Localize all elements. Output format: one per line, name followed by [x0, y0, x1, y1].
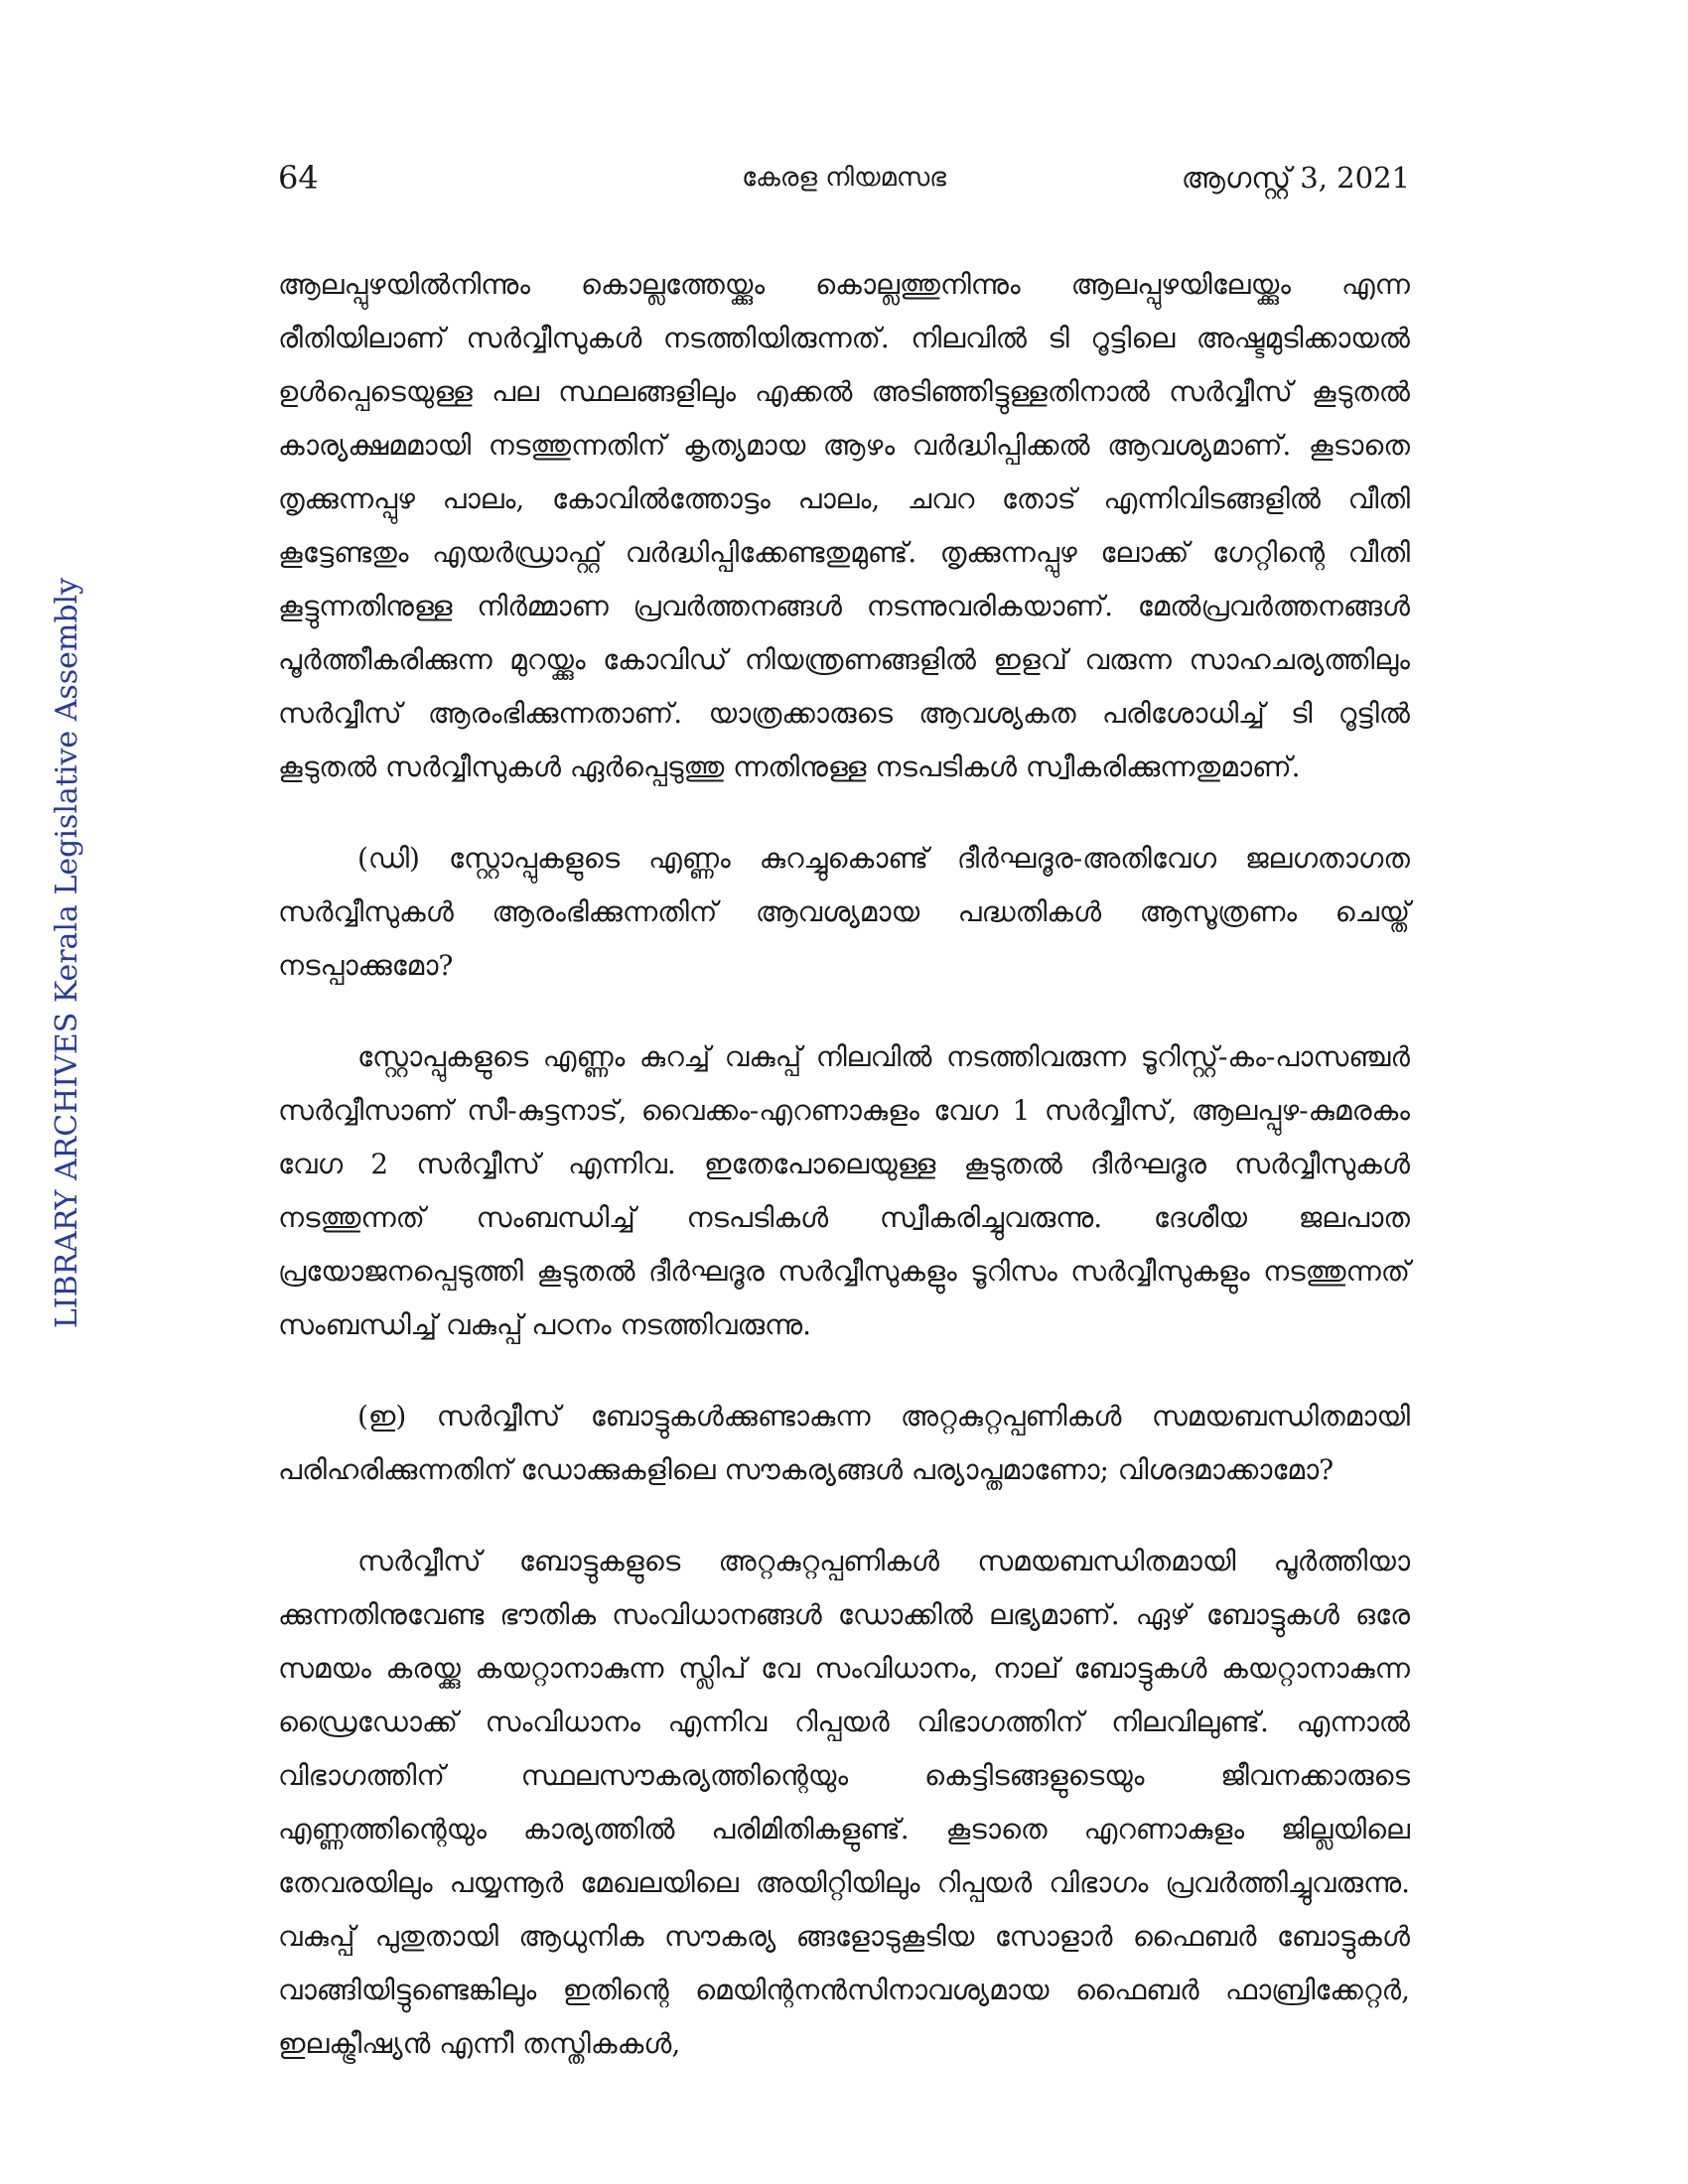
page-header [278, 159, 1410, 208]
answer-continuation-paragraph: ആലപ്പുഴയിൽനിന്നും കൊല്ലത്തേയ്ക്കും കൊല്ലത്തുനിന്നും ആലപ്പുഴയിലേയ്ക്കും എന്ന രീതിയിലാണ് സർവ്വീസുകൾ നടത്തിയിരുന്നത്. നിലവിൽ ടി റൂട്ടിലെ അഷ്ടമുടിക്കായൽ ഉൾപ്പെടെയുള്ള പല സ്ഥലങ്ങളിലും എക്കൽ അടിഞ്ഞിട്ടുള്ളതിനാൽ സർവ്വീസ് കൂടുതൽ കാര്യക്ഷമമായി നടത്തുന്നതിന് കൃത്യമായ ആഴം വർദ്ധിപ്പിക്കൽ ആവശ്യമാണ്. കൂടാതെ തൃക്കുന്നപ്പുഴ പാലം, കോവിൽത്തോട്ടം പാലം, ചവറ തോട് എന്നിവിടങ്ങളിൽ വീതി കൂട്ടേണ്ടതും എയർഡ്രാഫ്റ്റ് വർദ്ധിപ്പിക്കേണ്ടതുമുണ്ട്. തൃക്കുന്നപ്പുഴ ലോക്ക് ഗേറ്റിന്റെ വീതി കൂട്ടുന്നതിനുള്ള നിർമ്മാണ പ്രവർത്തനങ്ങൾ നടന്നുവരികയാണ്. മേൽപ്രവർത്തനങ്ങൾ പൂർത്തീകരിക്കുന്ന മുറയ്ക്കും കോവിഡ് നിയന്ത്രണങ്ങളിൽ ഇളവ് വരുന്ന സാഹചര്യത്തിലും സർവ്വീസ് ആരംഭിക്കുന്നതാണ്. യാത്രക്കാരുടെ ആവശ്യകത പരിശോധിച്ച് ടി റൂട്ടിൽ കൂടുതൽ സർവ്വീസുകൾ ഏർപ്പെടുത്തു ന്നതിനുള്ള നടപടികൾ സ്വീകരിക്കുന്നതുമാണ്. [278, 268, 1410, 783]
question-e-paragraph: (ഇ) സർവ്വീസ് ബോട്ടുകൾക്കുണ്ടാകുന്ന അറ്റകുറ്റപ്പണികൾ സമയബന്ധിതമായി പരിഹരിക്കുന്നതിന് ഡോക്കുകളിലെ സൗകര്യങ്ങൾ പര്യാപ്തമാണോ; വിശദമാക്കാമോ? [278, 1400, 1410, 1486]
document-body [278, 258, 1410, 2109]
running-date: ആഗസ്റ്റ് 3, 2021 [1181, 161, 1410, 195]
page-number: 64 [278, 159, 319, 197]
answer-e-paragraph: സർവ്വീസ് ബോട്ടുകളുടെ അറ്റകുറ്റപ്പണികൾ സമയബന്ധിതമായി പൂർത്തിയാ ക്കുന്നതിനുവേണ്ട ഭൗതിക സംവിധാനങ്ങൾ ഡോക്കിൽ ലഭ്യമാണ്. ഏഴ് ബോട്ടുകൾ ഒരേ സമയം കരയ്ക്കു കയറ്റാനാകുന്ന സ്ലിപ് വേ സംവിധാനം, നാല് ബോട്ടുകൾ കയറ്റാനാകുന്ന ഡ്രൈഡോക്ക് സംവിധാനം എന്നിവ റിപ്പയർ വിഭാഗത്തിന് നിലവിലുണ്ട്. എന്നാൽ വിഭാഗത്തിന് സ്ഥലസൗകര്യത്തിന്റെയും കെട്ടിടങ്ങളുടെയും ജീവനക്കാരുടെ എണ്ണത്തിന്റെയും കാര്യത്തിൽ പരിമിതികളുണ്ട്. കൂടാതെ എറണാകുളം ജില്ലയിലെ തേവരയിലും പയ്യന്നൂർ മേഖലയിലെ അയിറ്റിയിലും റിപ്പയർ വിഭാഗം പ്രവർത്തിച്ചുവരുന്നു. വകുപ്പ് പുതുതായി ആധുനിക സൗകര്യ ങ്ങളോടുകൂടിയ സോളാർ ഫൈബർ ബോട്ടുകൾ വാങ്ങിയിട്ടുണ്ടെങ്കിലും ഇതിന്റെ മെയിന്റനൻസിനാവശ്യമായ ഫൈബർ ഫാബ്രിക്കേറ്റർ, ഇലക്ട്രീഷ്യൻ എന്നീ തസ്തികകൾ, [278, 1545, 1410, 2060]
archive-watermark: LIBRARY ARCHIVES Kerala Legislative Assembly [50, 577, 84, 1329]
answer-d-paragraph: സ്റ്റോപ്പുകളുടെ എണ്ണം കുറച്ച് വകുപ്പ് നിലവിൽ നടത്തിവരുന്ന ടൂറിസ്റ്റ്-കം-പാസഞ്ചർ സർവ്വീസാണ് സീ-കുട്ടനാട്, വൈക്കം-എറണാകുളം വേഗ 1 സർവ്വീസ്, ആലപ്പുഴ-കുമരകം വേഗ 2 സർവ്വീസ് എന്നിവ. ഇതേപോലെയുള്ള കൂടുതൽ ദീർഘദൂര സർവ്വീസുകൾ നടത്തുന്നത് സംബന്ധിച്ച് നടപടികൾ സ്വീകരിച്ചുവരുന്നു. ദേശീയ ജലപാത പ്രയോജനപ്പെടുത്തി കൂടുതൽ ദീർഘദൂര സർവ്വീസുകളും ടൂറിസം സർവ്വീസുകളും നടത്തുന്നത് സംബന്ധിച്ച് വകുപ്പ് പഠനം നടത്തിവരുന്നു. [278, 1040, 1410, 1341]
running-title: കേരള നിയമസഭ [742, 163, 946, 193]
question-d-paragraph: (ഡി) സ്റ്റോപ്പുകളുടെ എണ്ണം കുറച്ചുകൊണ്ട് ദീർഘദൂര-അതിവേഗ ജലഗതാഗത സർവ്വീസുകൾ ആരംഭിക്കുന്നതിന് ആവശ്യമായ പദ്ധതികൾ ആസൂത്രണം ചെയ്ത് നടപ്പാക്കുമോ? [278, 842, 1410, 982]
